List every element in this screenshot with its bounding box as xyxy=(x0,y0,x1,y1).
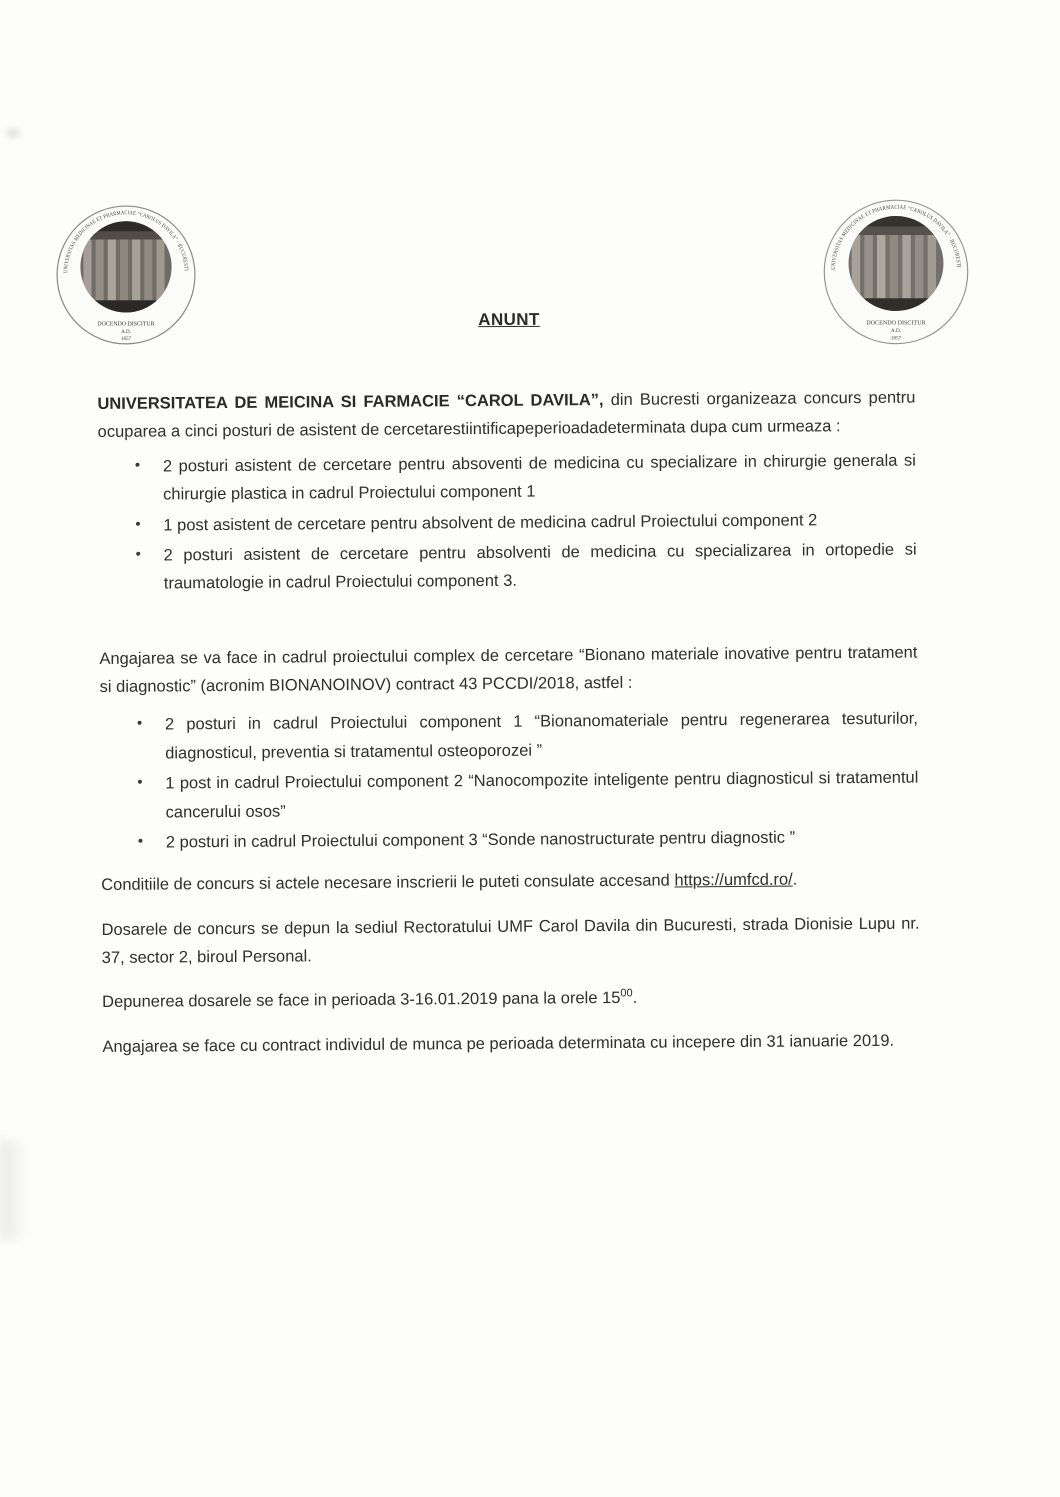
deadline-hours-superscript: 00 xyxy=(620,987,633,1000)
conditions-period: . xyxy=(792,870,798,889)
contract-paragraph: Angajarea se face cu contract individul de munca pe perioada determinata cu incepere din 31 ianuarie 2019. xyxy=(102,1031,895,1056)
list-item: • 2 posturi asistent de cercetare pentru absolventi de medicina cu specializarea in ortopedie si traumatologie in cadrul Proiectului component 3. xyxy=(98,535,916,598)
conditions-text: Conditiile de concurs si actele necesare inscrierii le puteti consulate accesand xyxy=(101,871,675,895)
list-item: • 2 posturi in cadrul Proiectului component 1 “Bionanomateriale pentru regenerarea tesuturilor, diagnosticul, preventia si tratamentul osteoporozei ” xyxy=(100,705,918,768)
list-item: • 1 post in cadrul Proiectului component 2 “Nanocompozite inteligente pentru diagnosticul si tratamentul cancerului osos” xyxy=(100,764,918,827)
scan-artifact xyxy=(0,1140,28,1240)
list-item: • 2 posturi asistent de cercetare pentru absoventi de medicina cu specializare in chirurgie generala si chirurgie plastica in cadrul Proiectului component 1 xyxy=(98,446,916,509)
intro-paragraph xyxy=(97,384,915,447)
deadline-text: Depunerea dosarele se face in perioada 3-16.01.2019 pana la orele 15 xyxy=(102,989,621,1012)
seal-year: 1857 xyxy=(890,335,902,342)
scan-artifact xyxy=(6,128,20,138)
seal-motto: DOCENDO DISCITUR xyxy=(97,321,155,328)
document-title: ANUNT xyxy=(478,309,540,330)
seal-year: 1857 xyxy=(120,335,132,342)
seal-ad: A.D. xyxy=(121,328,131,335)
university-seal-right xyxy=(822,196,970,355)
conditions-paragraph xyxy=(101,865,919,900)
seal-motto: DOCENDO DISCITUR xyxy=(866,320,926,327)
project-positions-list xyxy=(100,705,919,857)
positions-list xyxy=(98,446,917,598)
seal-ring-text: UNIVERSITAS MEDICINAE ET PHARMACIAE “CAROLUS DAVILA” · BUCURESTI xyxy=(63,210,189,274)
list-item: • 1 post asistent de cercetare pentru absolvent de medicina cadrul Proiectului component 2 xyxy=(98,505,916,540)
dossier-paragraph: Dosarele de concurs se depun la sediul Rectoratului UMF Carol Davila din Bucuresti, strada Dionisie Lupu nr. 37, sector 2, biroul Personal. xyxy=(101,914,920,967)
intro-text: din Bucresti organizeaza concurs pentru ocuparea a cinci posturi de asistent de cercetarestiintificapeperioadadeterminata dupa cum urmeaza : xyxy=(97,388,916,442)
deadline-paragraph xyxy=(102,982,920,1017)
university-name: UNIVERSITATEA DE MEICINA SI FARMACIE “CAROL DAVILA”, xyxy=(97,391,604,414)
seal-ad: A.D. xyxy=(890,328,902,335)
seal-ring-text: UNIVERSITAS MEDICINAE ET PHARMACIAE “CAROLUS DAVILA” · BUCURESTI xyxy=(830,204,962,270)
deadline-period: . xyxy=(632,989,638,1008)
document-body xyxy=(97,384,920,1078)
project-paragraph: Angajarea se va face in cadrul proiectului complex de cercetare “Bionano materiale inovative pentru tratament si diagnostic” (acronim BIONANOINOV) contract 43 PCCDI/2018, astfel : xyxy=(99,643,918,697)
list-item: • 2 posturi in cadrul Proiectului component 3 “Sonde nanostructurate pentru diagnostic ” xyxy=(101,822,919,857)
umfcd-link[interactable]: https://umfcd.ro/ xyxy=(674,870,793,890)
university-seal-left xyxy=(55,202,197,355)
